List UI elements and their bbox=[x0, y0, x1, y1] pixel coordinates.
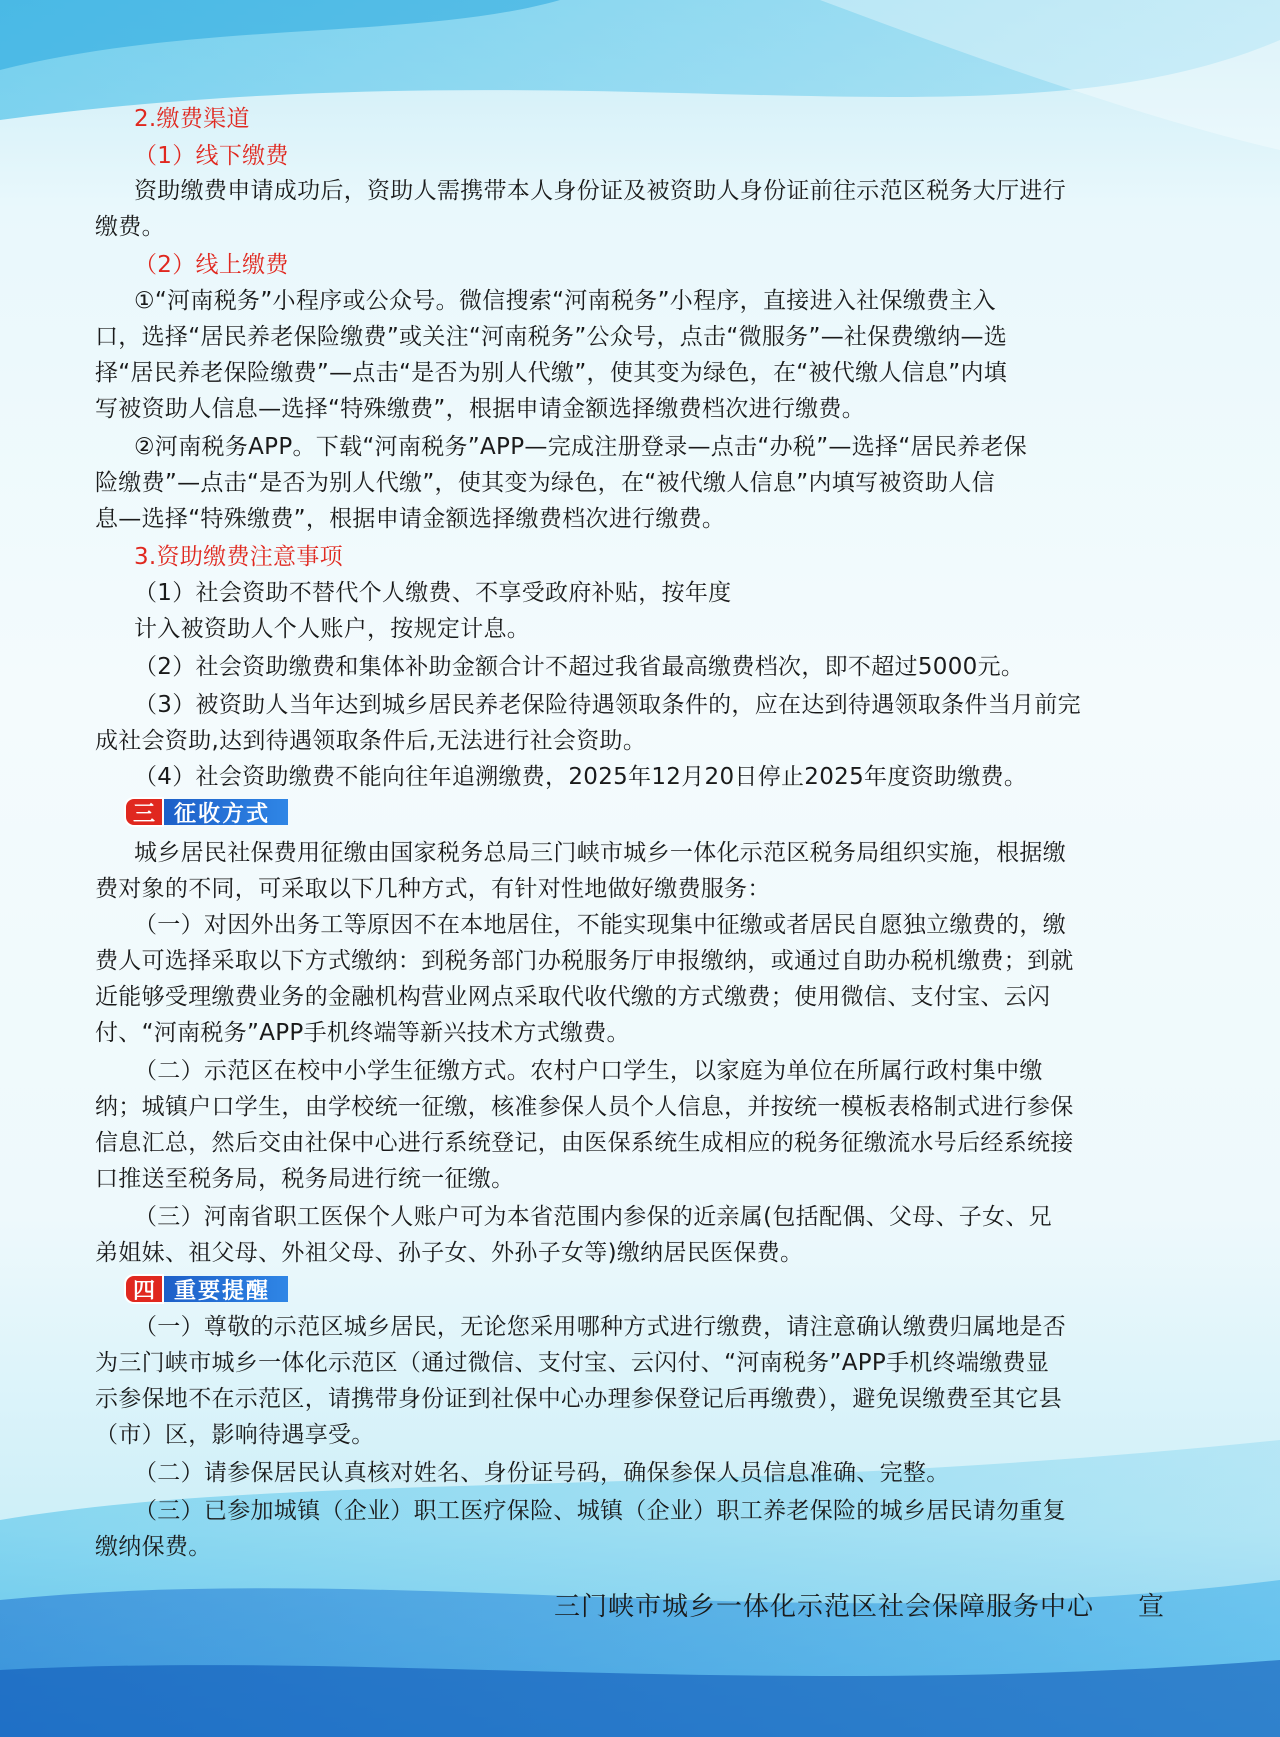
paragraph-line: 择“居民养老保险缴费”—点击“是否为别人代缴”，使其变为绿色，在“被代缴人信息”内填 bbox=[95, 360, 1008, 386]
paragraph-line: （三）河南省职工医保个人账户可为本省范围内参保的近亲属(包括配偶、父母、子女、兄 bbox=[134, 1204, 1052, 1230]
heading-offline-payment: （1）线下缴费 bbox=[134, 143, 289, 169]
section-header-reminder bbox=[124, 1274, 288, 1304]
paragraph-line: 近能够受理缴费业务的金融机构营业网点采取代收代缴的方式缴费；使用微信、支付宝、云闪 bbox=[95, 984, 1051, 1010]
section-header-collection bbox=[124, 797, 288, 827]
paragraph-line: （4）社会资助缴费不能向往年追溯缴费，2025年12月20日停止2025年度资助缴费。 bbox=[134, 764, 1028, 790]
paragraph-line: 为三门峡市城乡一体化示范区（通过微信、支付宝、云闪付、“河南税务”APP手机终端缴费显 bbox=[95, 1350, 1050, 1376]
paragraph-line: 成社会资助,达到待遇领取条件后,无法进行社会资助。 bbox=[95, 728, 647, 754]
paragraph-line: 口，选择“居民养老保险缴费”或关注“河南税务”公众号，点击“微服务”—社保费缴纳—选 bbox=[95, 324, 1008, 350]
paragraph-line: （2）社会资助缴费和集体补助金额合计不超过我省最高缴费档次，即不超过5000元。 bbox=[134, 654, 1025, 680]
section-number-badge: 四 bbox=[124, 1274, 164, 1304]
paragraph-line: 息—选择“特殊缴费”，根据申请金额选择缴费档次进行缴费。 bbox=[95, 506, 726, 532]
paragraph-line: 弟姐妹、祖父母、外祖父母、孙子女、外孙子女等)缴纳居民医保费。 bbox=[95, 1240, 804, 1266]
paragraph-line: ②河南税务APP。下载“河南税务”APP—完成注册登录—点击“办税”—选择“居民养老保 bbox=[134, 434, 1028, 460]
paragraph-line: （3）被资助人当年达到城乡居民养老保险待遇领取条件的，应在达到待遇领取条件当月前完 bbox=[134, 692, 1081, 718]
paragraph-line: 费人可选择采取以下方式缴纳：到税务部门办税服务厅申报缴纳，或通过自助办税机缴费；到就 bbox=[95, 948, 1074, 974]
paragraph-line: 口推送至税务局，税务局进行统一征缴。 bbox=[95, 1166, 515, 1192]
footer-organization: 三门峡市城乡一体化示范区社会保障服务中心 bbox=[554, 1592, 1095, 1622]
paragraph-line: 资助缴费申请成功后，资助人需携带本人身份证及被资助人身份证前往示范区税务大厅进行 bbox=[134, 178, 1066, 204]
section-title: 征收方式 bbox=[164, 799, 288, 825]
paragraph-line: 计入被资助人个人账户，按规定计息。 bbox=[134, 616, 531, 642]
section-number-badge: 三 bbox=[124, 797, 164, 827]
paragraph-line: 缴纳保费。 bbox=[95, 1534, 212, 1560]
paragraph-line: （二）请参保居民认真核对姓名、身份证号码，确保参保人员信息准确、完整。 bbox=[134, 1460, 950, 1486]
paragraph-line: 付、“河南税务”APP手机终端等新兴技术方式缴费。 bbox=[95, 1020, 630, 1046]
paragraph-line: 写被资助人信息—选择“特殊缴费”，根据申请金额选择缴费档次进行缴费。 bbox=[95, 396, 866, 422]
section-title: 重要提醒 bbox=[164, 1276, 288, 1302]
paragraph-line: 信息汇总，然后交由社保中心进行系统登记，由医保系统生成相应的税务征缴流水号后经系统接 bbox=[95, 1130, 1074, 1156]
paragraph-line: （一）尊敬的示范区城乡居民，无论您采用哪种方式进行缴费，请注意确认缴费归属地是否 bbox=[134, 1314, 1066, 1340]
paragraph-line: 示参保地不在示范区，请携带身份证到社保中心办理参保登记后再缴费），避免误缴费至其它县 bbox=[95, 1386, 1063, 1412]
paragraph-line: ①“河南税务”小程序或公众号。微信搜索“河南税务”小程序，直接进入社保缴费主入 bbox=[134, 288, 996, 314]
heading-payment-channels: 2.缴费渠道 bbox=[134, 106, 250, 132]
paragraph-line: （二）示范区在校中小学生征缴方式。农村户口学生，以家庭为单位在所属行政村集中缴 bbox=[134, 1058, 1043, 1084]
paragraph-line: （一）对因外出务工等原因不在本地居住，不能实现集中征缴或者居民自愿独立缴费的，缴 bbox=[134, 912, 1066, 938]
paragraph-line: 纳；城镇户口学生，由学校统一征缴，核准参保人员个人信息，并按统一模板表格制式进行参保 bbox=[95, 1094, 1074, 1120]
heading-assistance-notes: 3.资助缴费注意事项 bbox=[134, 544, 343, 570]
footer-suffix: 宣 bbox=[1138, 1592, 1166, 1622]
paragraph-line: 费对象的不同，可采取以下几种方式，有针对性地做好缴费服务： bbox=[95, 876, 771, 902]
paragraph-line: （1）社会资助不替代个人缴费、不享受政府补贴，按年度 bbox=[134, 580, 732, 606]
paragraph-line: 缴费。 bbox=[95, 214, 165, 240]
paragraph-line: 险缴费”—点击“是否为别人代缴”，使其变为绿色，在“被代缴人信息”内填写被资助人信 bbox=[95, 470, 995, 496]
paragraph-line: 城乡居民社保费用征缴由国家税务总局三门峡市城乡一体化示范区税务局组织实施，根据缴 bbox=[134, 840, 1066, 866]
heading-online-payment: （2）线上缴费 bbox=[134, 252, 289, 278]
paragraph-line: （三）已参加城镇（企业）职工医疗保险、城镇（企业）职工养老保险的城乡居民请勿重复 bbox=[134, 1498, 1066, 1524]
paragraph-line: （市）区，影响待遇享受。 bbox=[95, 1422, 375, 1448]
